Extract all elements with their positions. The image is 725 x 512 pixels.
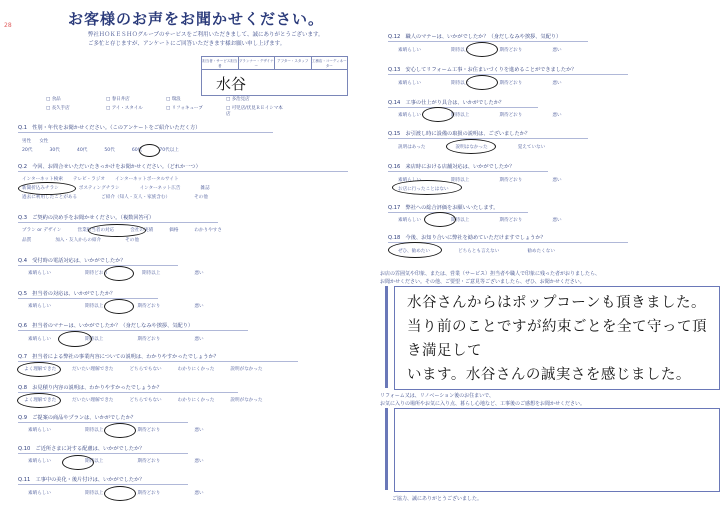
answer-option[interactable]: 営業担当者の対応 (77, 228, 115, 233)
answer-option[interactable]: 加入・友人からの紹介 (55, 238, 102, 243)
answer-option[interactable]: 30代 (49, 148, 60, 153)
answer-circle (18, 182, 76, 195)
handwritten-comment (407, 291, 719, 387)
answer-option[interactable]: よく理解できた (24, 398, 57, 403)
answer-option[interactable]: 新聞折込みチラシ (22, 186, 59, 191)
question-label: Q.2 今回、お問合せいただいたきっかけをお聞かせください。（どれか一つ） (18, 164, 201, 170)
page-title: お客様のお声をお聞かせください。 (68, 10, 325, 28)
answer-option[interactable]: 期待どおり (499, 81, 523, 86)
answer-option[interactable]: 期待どおり (499, 218, 523, 223)
answer-option[interactable]: だいたい理解できた (72, 398, 114, 403)
question-label: Q.14 工事の仕上がり具合は、いかがでしたか？ (388, 100, 505, 106)
question-label: Q.5 担当者の対応は、いかがでしたか？ (18, 291, 116, 297)
answer-circle (104, 266, 134, 281)
answer-circle (58, 331, 92, 347)
answer-option[interactable]: ポスティングチラシ (78, 186, 120, 191)
answer-option[interactable]: 素晴らしい (398, 218, 421, 223)
answer-option[interactable]: お店に行ったことはない (398, 187, 449, 192)
intro-line: ご多忙と存じますが、アンケートにご回答いただきます様お願い申し上げます。 (88, 41, 286, 47)
staff-header: 担当者・サービス担当者 (202, 59, 238, 68)
question-label: Q.15 お引渡し時に設備の取扱の説明は、ございましたか？ (388, 131, 531, 137)
comment-prompt-line: お聞かせください。その他、ご要望・ご意見等ございましたら、ぜひ、お聞かせください。 (380, 279, 585, 285)
answer-option[interactable]: インターネットポータルサイト (115, 177, 179, 182)
answer-option[interactable]: 期待以上 (84, 491, 104, 496)
answer-option[interactable]: 期待以上 (84, 304, 104, 309)
answer-option[interactable]: 悪い (194, 459, 204, 464)
answer-option[interactable]: 素晴らしい (398, 48, 421, 53)
answer-option[interactable]: どちらでもない (129, 367, 162, 372)
staff-header: プランナー・デザイナー (238, 59, 274, 68)
answer-option[interactable]: 期待どおり (137, 459, 161, 464)
answer-option[interactable]: 素晴らしい (28, 428, 51, 433)
answer-option[interactable]: ぜひ、勧めたい (398, 249, 430, 254)
answer-circle (466, 75, 498, 90)
answer-option[interactable]: 期待どおり (137, 337, 161, 342)
question-label: Q.7 担当者による弊社の事業内容についての説明は、わかりやすかったでしょうか？ (18, 354, 219, 360)
answer-option[interactable]: 60代 (131, 148, 143, 153)
answer-option[interactable]: 品質 (22, 238, 32, 243)
answer-circle (17, 362, 61, 377)
answer-option[interactable]: 男性 (22, 139, 32, 144)
answer-circle (104, 423, 136, 438)
answer-option[interactable]: わかりにくかった (177, 367, 215, 372)
answer-option[interactable]: プラン or デザイン (22, 228, 62, 233)
question-label: Q.16 来店時における店舗対応は、いかがでしたか？ (388, 164, 515, 170)
question-label: Q.17 弊社への総合評価をお願いいたします。 (388, 205, 499, 211)
answer-option[interactable]: ご紹介（知人・友人・家族含む） (101, 195, 171, 200)
answer-circle (466, 42, 498, 57)
answer-option[interactable]: 悪い (552, 218, 562, 223)
answer-option[interactable]: 期待以上 (450, 178, 470, 183)
answer-option[interactable]: 期待以上 (84, 337, 104, 342)
comment-prompt-line: お店の雰囲気や印象、または、営業（サービス）担当者や職人で印象に残った者がおりましたら、 (380, 271, 601, 277)
question-label: Q.12 職人のマナーは、いかがでしたか？（身だしなみや挨拶、気配り） (388, 34, 562, 40)
answer-option[interactable]: 説明はあった (398, 145, 426, 150)
question-label: Q.18 今後、お知り合いに弊社を勧めていただけますでしょうか？ (388, 235, 546, 241)
answer-option[interactable]: 悪い (552, 48, 562, 53)
store-checkbox[interactable]: □ 食品 (46, 96, 106, 102)
answer-circle (88, 224, 146, 237)
store-checkbox[interactable]: □ 春日井店 (106, 96, 166, 102)
answer-option[interactable]: その他 (194, 195, 208, 200)
answer-option[interactable]: 悪い (552, 113, 562, 118)
store-checkbox[interactable]: □ リフォキューブ (166, 105, 226, 117)
answer-option[interactable]: 説明がなかった (230, 367, 263, 372)
answer-circle (446, 139, 496, 154)
page-number: 28 (4, 22, 12, 29)
comment-box-2[interactable] (394, 408, 720, 492)
answer-option[interactable]: 悪い (194, 271, 204, 276)
staff-header: 工務店・コーディネーター (311, 59, 347, 68)
answer-option[interactable]: 説明はなかった (455, 145, 488, 150)
question-label: Q.8 お見積り内容の説明は、わかりやすかったでしょうか？ (18, 385, 162, 391)
answer-option[interactable]: 期待以上 (141, 271, 161, 276)
answer-option[interactable]: 会社の実績 (130, 228, 154, 233)
comment-box[interactable] (394, 286, 720, 390)
answer-option[interactable]: 覚えていない (517, 145, 546, 150)
answer-option[interactable]: 雑誌 (200, 186, 210, 191)
answer-circle (424, 212, 456, 227)
question-label: Q.4 受付時の電話対応は、いかがでしたか？ (18, 258, 126, 264)
handwritten-line: 当り前のことですが約束ごとを全て守って頂き満足して (407, 319, 707, 359)
intro-text (88, 31, 348, 49)
answer-option[interactable]: 期待どおり (137, 304, 161, 309)
answer-circle (17, 393, 61, 408)
answer-circle (388, 242, 442, 258)
store-checkbox[interactable]: □ 瑞浪 (166, 96, 226, 102)
answer-option[interactable]: テレビ・ラジオ (72, 177, 106, 182)
handwritten-line: います。水谷さんの誠実さを感じました。 (407, 367, 691, 383)
answer-option[interactable]: 素晴らしい (28, 459, 51, 464)
answer-option[interactable]: 期待どおり (137, 428, 161, 433)
answer-circle (104, 299, 134, 314)
answer-option[interactable]: 悪い (194, 304, 204, 309)
answer-option[interactable]: 悪い (194, 337, 204, 342)
question-label: Q.10 ご近所さまに対する配慮は、いかがでしたか？ (18, 446, 145, 452)
answer-circle (62, 455, 94, 470)
thanks-text: ご協力、誠にありがとうございました。 (392, 496, 483, 502)
answer-option[interactable]: どちらとも言えない (457, 249, 500, 254)
answer-option[interactable]: 50代 (104, 148, 115, 153)
question-label: Q.6 担当者のマナーは、いかがでしたか？（身だしなみや挨拶、気配り） (18, 323, 194, 329)
store-checklist (46, 96, 286, 117)
staff-handwritten-name: 水谷 (216, 75, 247, 93)
answer-option[interactable]: 期待以上 (450, 113, 470, 118)
answer-option[interactable]: 期待以上 (450, 81, 470, 86)
answer-circle (139, 144, 160, 157)
comment-prompt-line: リフォーム又は、リノベーション後のお住まいで、 (380, 393, 495, 399)
answer-option[interactable]: 素晴らしい (28, 337, 51, 342)
answer-option[interactable]: その他 (125, 238, 139, 243)
answer-option[interactable]: 勧めたくない (527, 249, 555, 254)
staff-box (201, 56, 348, 96)
question-label: Q.9 ご提案の商品やプランは、いかがでしたか？ (18, 415, 136, 421)
staff-header: アフター・スタッフ (275, 57, 312, 69)
answer-option[interactable]: 期待どおり (499, 178, 523, 183)
answer-option[interactable]: 期待どおり (499, 113, 523, 118)
answer-option[interactable]: 期待以上 (84, 428, 104, 433)
answer-option[interactable]: 20代 (22, 148, 33, 153)
answer-option[interactable]: 悪い (552, 81, 562, 86)
answer-option[interactable]: 70代以上 (159, 148, 179, 153)
answer-option[interactable]: 価格 (169, 228, 179, 233)
intro-line: 弊社ＨＯＫＥＳＨＯグループのサービスをご利用いただきまして、誠にありがとうございます。 (88, 32, 324, 38)
comment-prompt-line: お気に入りの場所やお気に入り点、暮らし心地など、工事後のご感想をお聞かせください。 (380, 401, 586, 407)
question-label: Q.13 安心してリフォーム工事・お住まいづくりを進めることができましたか？ (388, 67, 577, 73)
answer-option[interactable]: 過去に利用したことがある (22, 195, 78, 200)
answer-option[interactable]: インターネット検索 (22, 177, 63, 182)
answer-option[interactable]: 女性 (39, 139, 49, 144)
answer-option[interactable]: 素晴らしい (398, 81, 421, 86)
answer-option[interactable]: インターネット広告 (139, 186, 181, 191)
handwritten-line: 水谷さんからはポップコーンも頂きました。 (407, 295, 706, 311)
answer-option[interactable]: 素晴らしい (28, 491, 51, 496)
question-label: Q.11 工事中の美化・後片付けは、いかがでしたか？ (18, 477, 145, 483)
answer-option[interactable]: だいたい理解できた (72, 367, 114, 372)
answer-option[interactable]: 素晴らしい (28, 271, 51, 276)
answer-option[interactable]: 期待どおり (499, 48, 523, 53)
answer-option[interactable]: 素晴らしい (398, 178, 421, 183)
store-checkbox[interactable]: □ アイ・スタイル (106, 105, 166, 117)
answer-option[interactable]: 期待以上 (84, 459, 104, 464)
question-label: Q.1 性別・年代をお聞かせください。（このアンケートをご紹介いただく方） (18, 125, 201, 131)
store-checkbox[interactable]: □ 多治見店 (226, 96, 286, 102)
answer-option[interactable]: どちらでもない (129, 398, 162, 403)
comment2-prompt (380, 392, 585, 408)
answer-circle (392, 180, 462, 195)
question-label: Q.3 ご契約の決め手をお聞かせください。（複数回答可） (18, 215, 155, 221)
answer-option[interactable]: 期待どおり (84, 271, 108, 276)
answer-option[interactable]: 40代 (76, 148, 88, 153)
answer-option[interactable]: 期待以上 (450, 48, 470, 53)
answer-option[interactable]: よく理解できた (24, 367, 57, 372)
store-checkbox[interactable]: □ 可児店/伏見ＲＥイシマ本店 (226, 105, 286, 117)
answer-option[interactable]: 期待どおり (137, 491, 161, 496)
answer-option[interactable]: 素晴らしい (28, 304, 51, 309)
answer-option[interactable]: 説明がなかった (230, 398, 263, 403)
answer-option[interactable]: 悪い (552, 178, 562, 183)
answer-option[interactable]: 素晴らしい (398, 113, 421, 118)
answer-circle (422, 107, 454, 122)
answer-option[interactable]: 悪い (194, 491, 204, 496)
answer-option[interactable]: わかりやすさ (194, 228, 222, 233)
comment-prompt (380, 270, 600, 286)
answer-circle (104, 486, 136, 501)
answer-option[interactable]: 期待以上 (450, 218, 470, 223)
store-checkbox[interactable]: □ 長久手店 (46, 105, 106, 117)
answer-option[interactable]: わかりにくかった (177, 398, 215, 403)
answer-option[interactable]: 悪い (194, 428, 204, 433)
